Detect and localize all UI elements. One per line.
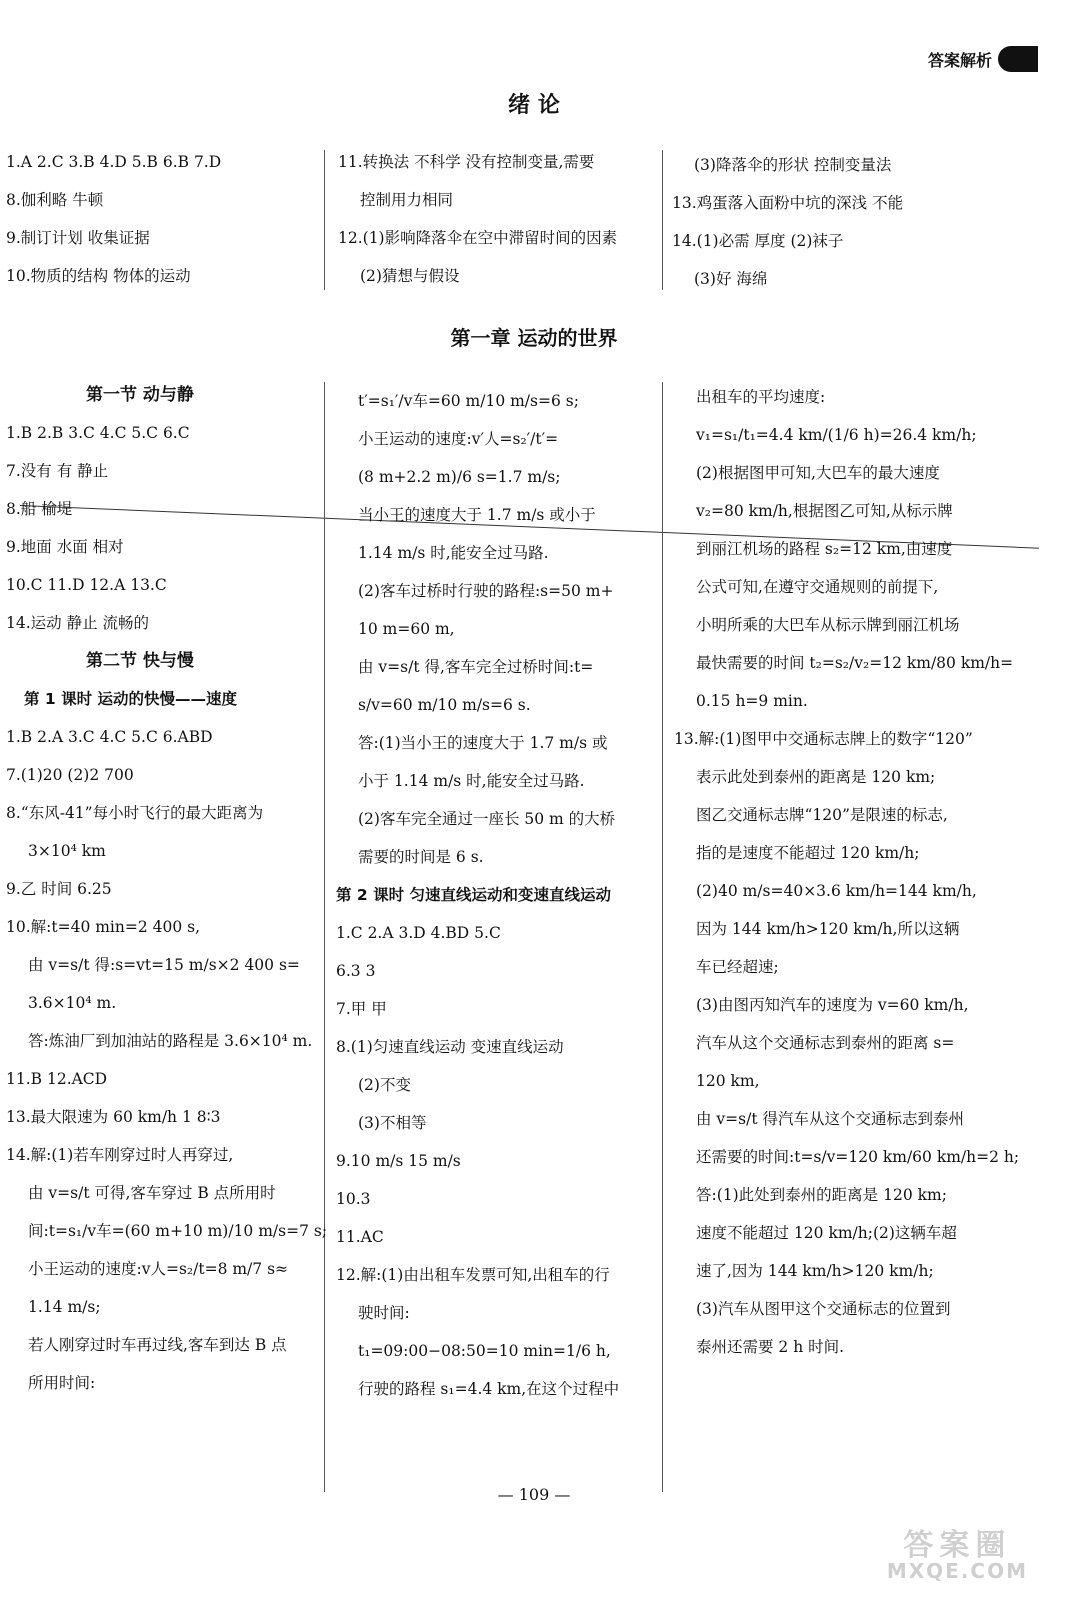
watermark-logo: [886, 1527, 1028, 1583]
answer-line: 到丽江机场的路程 s₂=12 km,由速度: [696, 540, 953, 558]
intro-col1-line: 10.物质的结构 物体的运动: [6, 267, 191, 285]
column-divider: [662, 150, 663, 290]
header-tab-marker: [998, 46, 1038, 72]
answer-line: 8.“东风-41”每小时飞行的最大距离为: [6, 804, 264, 822]
answer-line: 行驶的路程 s₁=4.4 km,在这个过程中: [358, 1380, 620, 1398]
answer-line: 由 v=s/t 可得,客车穿过 B 点所用时: [28, 1184, 276, 1202]
answer-line: 指的是速度不能超过 120 km/h;: [696, 844, 920, 862]
answer-line: 14.解:(1)若车刚穿过时人再穿过,: [6, 1146, 234, 1164]
answer-line: (3)由图丙知汽车的速度为 v=60 km/h,: [696, 996, 969, 1014]
answer-line: 6.3 3: [336, 962, 376, 980]
answer-line: 因为 144 km/h>120 km/h,所以这辆: [696, 920, 960, 938]
answer-line: 由 v=s/t 得汽车从这个交通标志到泰州: [696, 1110, 965, 1128]
answer-line: 小于 1.14 m/s 时,能安全过马路.: [358, 772, 585, 790]
answer-line: 10 m=60 m,: [358, 620, 455, 638]
answer-line: 14.运动 静止 流畅的: [6, 614, 150, 632]
page-header: [928, 46, 1038, 72]
watermark-line1: 答案圈: [903, 1527, 1012, 1563]
answer-line: 公式可知,在遵守交通规则的前提下,: [696, 578, 939, 596]
answer-line: (8 m+2.2 m)/6 s=1.7 m/s;: [358, 468, 561, 486]
answer-line: 当小王的速度大于 1.7 m/s 或小于: [358, 506, 596, 524]
answer-line: t′=s₁′/v车=60 m/10 m/s=6 s;: [358, 392, 579, 410]
watermark-line2: MXQE.COM: [886, 1559, 1028, 1583]
page-number: — 109 —: [497, 1485, 571, 1504]
answer-line: 9.10 m/s 15 m/s: [336, 1152, 461, 1170]
answer-line: 8.船 榆堤: [6, 500, 73, 518]
answer-line: (3)不相等: [358, 1114, 427, 1132]
answer-line: 1.C 2.A 3.D 4.BD 5.C: [336, 924, 501, 942]
answer-line: 车已经超速;: [696, 958, 779, 976]
answer-line: 小王运动的速度:v′人=s₂′/t′=: [358, 430, 559, 448]
answer-line: v₁=s₁/t₁=4.4 km/(1/6 h)=26.4 km/h;: [696, 426, 977, 444]
intro-col2: [338, 143, 617, 295]
intro-col3-line: 14.(1)必需 厚度 (2)袜子: [672, 232, 844, 250]
answer-line: 9.乙 时间 6.25: [6, 880, 112, 898]
answer-line: 7.没有 有 静止: [6, 462, 109, 480]
answer-line: 小王运动的速度:v人=s₂/t=8 m/7 s≈: [28, 1260, 289, 1278]
answer-col2: [336, 382, 619, 1408]
answer-line: 由 v=s/t 得:s=vt=15 m/s×2 400 s=: [28, 956, 300, 974]
intro-col1-line: 1.A 2.C 3.B 4.D 5.B 6.B 7.D: [6, 153, 222, 171]
answer-line: 10.C 11.D 12.A 13.C: [6, 576, 167, 594]
answer-line: 还需要的时间:t=s/v=120 km/60 km/h=2 h;: [696, 1148, 1020, 1166]
column-divider: [324, 150, 325, 290]
chapter-title: 第一章 运动的世界: [450, 326, 618, 350]
answer-line: t₁=09:00−08:50=10 min=1/6 h,: [358, 1342, 611, 1360]
answer-line: 11.B 12.ACD: [6, 1070, 108, 1088]
section-heading: 第二节 快与慢: [86, 651, 194, 671]
answer-line: 1.14 m/s;: [28, 1298, 101, 1316]
header-label: 答案解析: [927, 50, 992, 70]
answer-line: 答:炼油厂到加油站的路程是 3.6×10⁴ m.: [28, 1032, 313, 1050]
answer-line: 9.地面 水面 相对: [6, 538, 124, 556]
answer-line: (2)根据图甲可知,大巴车的最大速度: [696, 464, 940, 482]
answer-line: 最快需要的时间 t₂=s₂/v₂=12 km/80 km/h=: [696, 654, 1014, 672]
answer-line: 0.15 h=9 min.: [696, 692, 808, 710]
answer-line: 10.3: [336, 1190, 371, 1208]
lesson-heading: 第 2 课时 匀速直线运动和变速直线运动: [336, 886, 611, 904]
answer-line: 3.6×10⁴ m.: [28, 994, 117, 1012]
answer-line: 出租车的平均速度:: [696, 388, 826, 406]
intro-col1-line: 8.伽利略 牛顿: [6, 191, 104, 209]
answer-line: 速度不能超过 120 km/h;(2)这辆车超: [696, 1224, 957, 1242]
answer-line: 1.B 2.A 3.C 4.C 5.C 6.ABD: [6, 728, 213, 746]
answer-line: 13.最大限速为 60 km/h 1 8∶3: [6, 1108, 221, 1126]
intro-col1: [6, 143, 221, 295]
answer-line: (2)客车完全通过一座长 50 m 的大桥: [358, 810, 616, 828]
answer-line: 速了,因为 144 km/h>120 km/h;: [696, 1262, 934, 1280]
intro-col2-line: 12.(1)影响降落伞在空中滞留时间的因素: [338, 229, 618, 247]
answer-line: 11.AC: [336, 1228, 384, 1246]
answer-line: (3)汽车从图甲这个交通标志的位置到: [696, 1300, 951, 1318]
answer-line: v₂=80 km/h,根据图乙可知,从标示牌: [696, 502, 953, 520]
answer-line: (2)不变: [358, 1076, 411, 1094]
intro-col1-line: 9.制订计划 收集证据: [6, 229, 150, 247]
answer-line: 7.甲 甲: [336, 1000, 387, 1018]
intro-col3: [672, 146, 903, 298]
answer-line: 8.(1)匀速直线运动 变速直线运动: [336, 1038, 564, 1056]
intro-col3-line: 13.鸡蛋落入面粉中坑的深浅 不能: [672, 194, 904, 212]
intro-col3-line: (3)好 海绵: [694, 270, 768, 288]
intro-col2-line: (2)猜想与假设: [360, 267, 460, 285]
answer-line: 答:(1)此处到泰州的距离是 120 km;: [696, 1186, 947, 1204]
answer-line: 3×10⁴ km: [28, 842, 106, 860]
intro-col2-line: 控制用力相同: [360, 191, 454, 209]
answer-line: 10.解:t=40 min=2 400 s,: [6, 918, 201, 936]
answer-line: s/v=60 m/10 m/s=6 s.: [358, 696, 531, 714]
answer-line: 小明所乘的大巴车从标示牌到丽江机场: [696, 616, 960, 634]
answer-line: 间:t=s₁/v车=(60 m+10 m)/10 m/s=7 s;: [28, 1222, 328, 1240]
answer-line: 1.B 2.B 3.C 4.C 5.C 6.C: [6, 424, 190, 442]
intro-title: 绪 论: [508, 93, 560, 118]
answer-col3: [674, 378, 1019, 1366]
answer-line: 泰州还需要 2 h 时间.: [696, 1338, 845, 1356]
answer-line: 13.解:(1)图甲中交通标志牌上的数字“120”: [674, 730, 973, 748]
lesson-heading: 第 1 课时 运动的快慢——速度: [24, 690, 237, 708]
answer-line: (2)客车过桥时行驶的路程:s=50 m+: [358, 582, 614, 600]
section-heading: 第一节 动与静: [86, 385, 194, 405]
answer-line: 由 v=s/t 得,客车完全过桥时间:t=: [358, 658, 594, 676]
answer-line: (2)40 m/s=40×3.6 km/h=144 km/h,: [696, 882, 977, 900]
column-divider: [662, 382, 663, 1492]
answer-line: 若人刚穿过时车再过线,客车到达 B 点: [28, 1336, 287, 1354]
answer-line: 驶时间:: [358, 1304, 410, 1322]
answer-line: 120 km,: [696, 1072, 760, 1090]
answer-line: 7.(1)20 (2)2 700: [6, 766, 134, 784]
answer-line: 答:(1)当小王的速度大于 1.7 m/s 或: [358, 734, 608, 752]
answer-line: 图乙交通标志牌“120”是限速的标志,: [696, 806, 948, 824]
answer-col1: [6, 376, 327, 1402]
intro-col2-line: 11.转换法 不科学 没有控制变量,需要: [338, 153, 595, 171]
intro-col3-line: (3)降落伞的形状 控制变量法: [694, 156, 892, 174]
answer-line: 12.解:(1)由出租车发票可知,出租车的行: [336, 1266, 610, 1284]
answer-line: 1.14 m/s 时,能安全过马路.: [358, 544, 549, 562]
answer-line: 所用时间:: [28, 1374, 96, 1392]
answer-line: 汽车从这个交通标志到泰州的距离 s=: [696, 1034, 955, 1052]
answer-line: 表示此处到泰州的距离是 120 km;: [696, 768, 936, 786]
answer-line: 需要的时间是 6 s.: [358, 848, 484, 866]
